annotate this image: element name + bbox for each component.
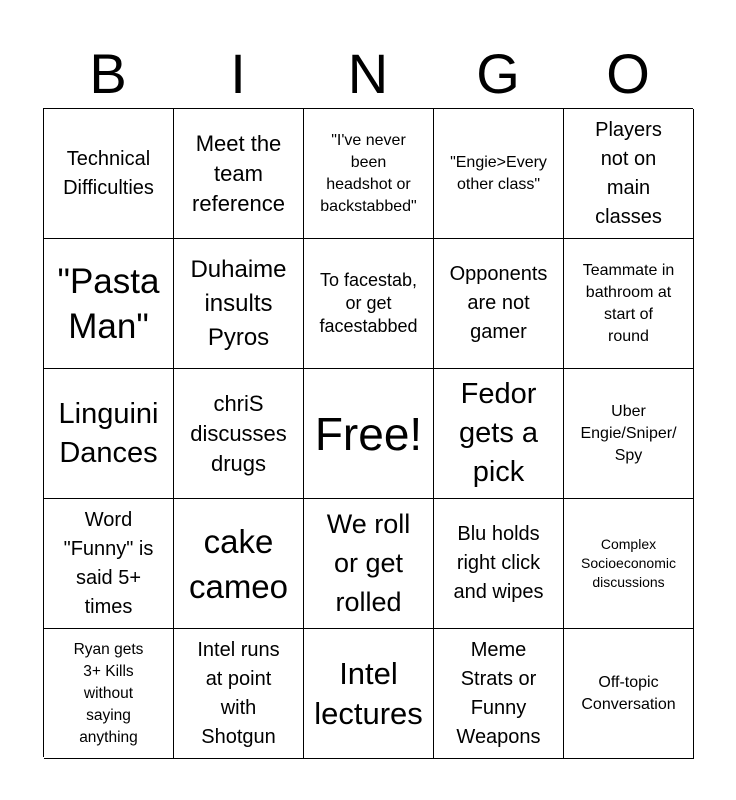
- header-letter-b: B: [89, 42, 127, 105]
- cell-text: To facestab, or get facestabbed: [319, 270, 418, 336]
- bingo-cell-r3-c5[interactable]: [564, 369, 694, 499]
- bingo-cell-r3-c2[interactable]: [174, 369, 304, 499]
- bingo-cell-r1-c5[interactable]: [564, 109, 694, 239]
- bingo-cell-r5-c3[interactable]: [304, 629, 434, 759]
- bingo-cell-r4-c2[interactable]: [174, 499, 304, 629]
- bingo-cell-r2-c2[interactable]: [174, 239, 304, 369]
- cell-text: chriS discusses drugs: [190, 390, 287, 476]
- bingo-cell-r2-c4[interactable]: [434, 239, 564, 369]
- cell-text: We roll or get rolled: [326, 509, 411, 617]
- cell-text: Duhaime insults Pyros: [190, 255, 287, 351]
- bingo-cell-r5-c4[interactable]: [434, 629, 564, 759]
- cell-text: Blu holds right click and wipes: [453, 523, 544, 603]
- cell-text: Linguini Dances: [58, 397, 159, 469]
- cell-text: Uber Engie/Sniper/ Spy: [580, 402, 677, 464]
- bingo-cell-r5-c1[interactable]: [44, 629, 174, 759]
- bingo-cell-r5-c2[interactable]: [174, 629, 304, 759]
- bingo-cell-r3-c1[interactable]: [44, 369, 174, 499]
- bingo-header: [43, 40, 693, 108]
- cell-text: "Pasta Man": [57, 261, 160, 346]
- bingo-cell-r1-c3[interactable]: [304, 109, 434, 239]
- header-letter-n: N: [347, 42, 389, 105]
- bingo-cell-r2-c3[interactable]: [304, 239, 434, 369]
- cell-text: Ryan gets 3+ Kills without saying anything: [73, 640, 144, 746]
- cell-text: Players not on main classes: [595, 118, 662, 228]
- bingo-cell-r1-c4[interactable]: [434, 109, 564, 239]
- cell-text: Teammate in bathroom at start of round: [582, 261, 675, 345]
- bingo-board: [43, 108, 693, 757]
- bingo-cell-r2-c1[interactable]: [44, 239, 174, 369]
- cell-text: Technical Difficulties: [63, 147, 154, 199]
- header-letter-i: I: [230, 42, 246, 105]
- cell-text: Free!: [314, 407, 423, 460]
- cell-text: Fedor gets a pick: [459, 378, 538, 488]
- cell-text: Off-topic Conversation: [581, 673, 676, 713]
- bingo-cell-r2-c5[interactable]: [564, 239, 694, 369]
- cell-text: "I've never been headshot or backstabbed": [320, 131, 417, 215]
- cell-text: Word "Funny" is said 5+ times: [63, 508, 154, 618]
- cell-text: Meme Strats or Funny Weapons: [456, 638, 541, 748]
- bingo-cell-r5-c5[interactable]: [564, 629, 694, 759]
- cell-text: Intel runs at point with Shotgun: [197, 638, 280, 748]
- bingo-cell-r3-c3[interactable]: [304, 369, 434, 499]
- bingo-cell-r4-c4[interactable]: [434, 499, 564, 629]
- header-letter-g: G: [476, 42, 520, 105]
- cell-text: Meet the team reference: [192, 130, 285, 216]
- bingo-cell-r4-c1[interactable]: [44, 499, 174, 629]
- cell-text: "Engie>Every other class": [450, 153, 547, 193]
- cell-text: Complex Socioeconomic discussions: [581, 536, 676, 590]
- bingo-cell-r4-c3[interactable]: [304, 499, 434, 629]
- bingo-cell-r1-c2[interactable]: [174, 109, 304, 239]
- cell-text: Opponents are not gamer: [449, 263, 548, 343]
- bingo-cell-r3-c4[interactable]: [434, 369, 564, 499]
- bingo-cell-r1-c1[interactable]: [44, 109, 174, 239]
- cell-text: cake cameo: [188, 522, 289, 605]
- cell-text: Intel lectures: [314, 655, 423, 731]
- bingo-cell-r4-c5[interactable]: [564, 499, 694, 629]
- header-letter-o: O: [606, 42, 650, 105]
